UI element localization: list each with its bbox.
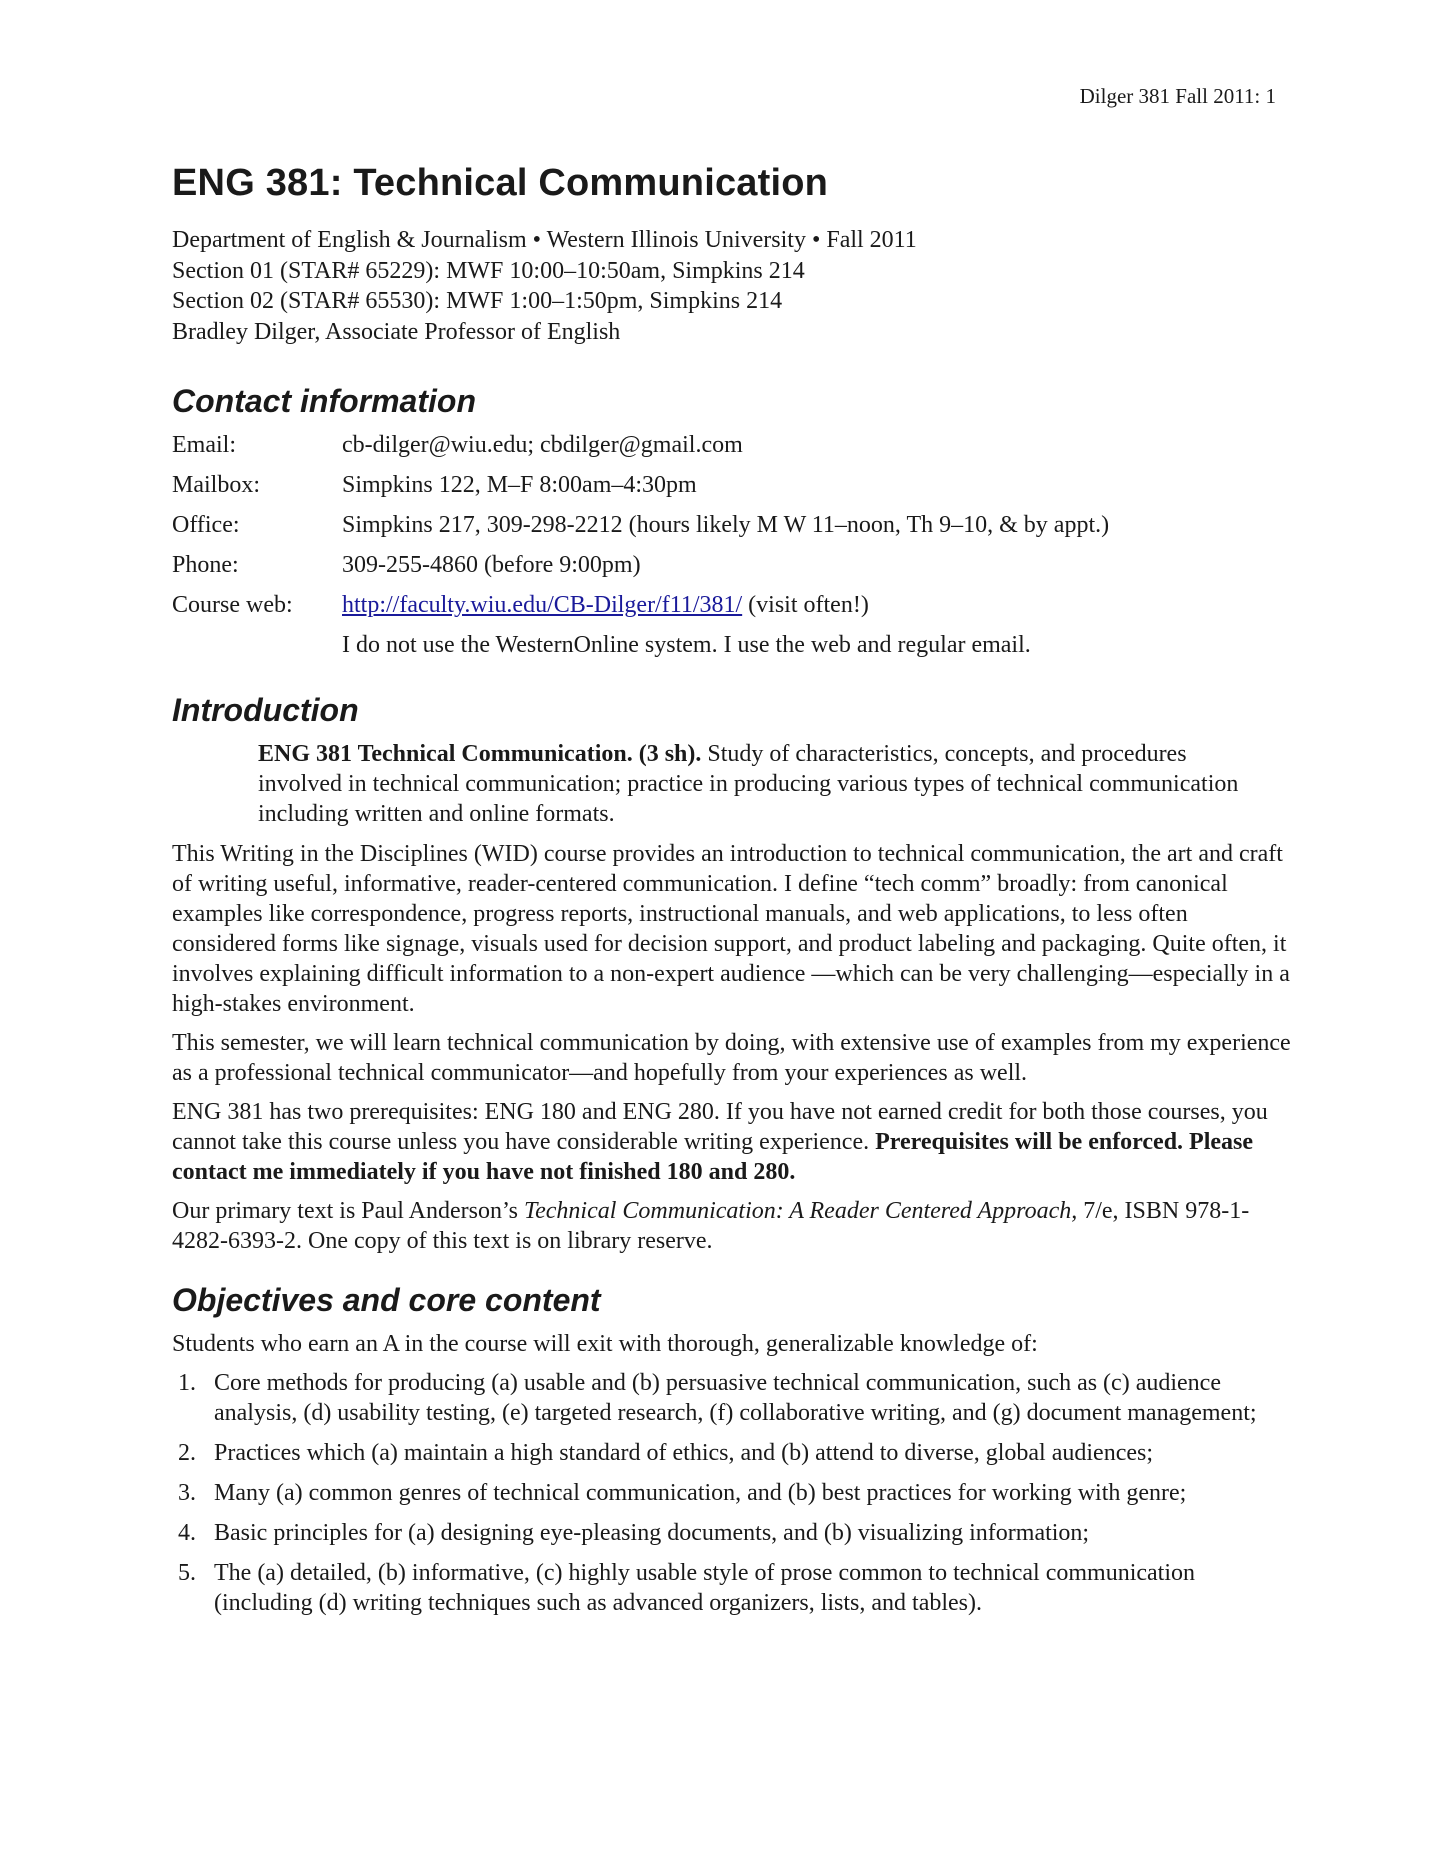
- email-value: cb-dilger@wiu.edu; cbdilger@gmail.com: [342, 432, 743, 458]
- objectives-heading: Objectives and core content: [172, 1282, 601, 1318]
- contact-row-note: [172, 630, 1109, 670]
- objectives-list: [172, 1368, 1294, 1618]
- list-number: 2.: [178, 1440, 196, 1466]
- contact-row-office: [172, 510, 1109, 550]
- list-item: [172, 1438, 1294, 1468]
- web-label: Course web:: [172, 592, 293, 618]
- list-item: [172, 1558, 1294, 1618]
- contact-row-phone: [172, 550, 1109, 590]
- introduction-heading: Introduction: [172, 692, 359, 728]
- course-web-link[interactable]: http://faculty.wiu.edu/CB-Dilger/f11/381/: [342, 592, 743, 618]
- catalog-bold: ENG 381 Technical Communication. (3 sh).: [258, 741, 702, 767]
- contact-heading: Contact information: [172, 383, 476, 419]
- intro-paragraph-1: This Writing in the Disciplines (WID) course provides an introduction to technical communication, the art and craft of writing useful, informative, reader-centered communication. I define “tech comm” broadly: from canonical examples like correspondence, progress reports, instructional manuals, and web applications, to less often considered forms like signage, visuals used for decision support, and product labeling and packaging. Quite often, it involves explaining difficult information to a non-expert audience —which can be very challenging—especially in a high-stakes environment.: [172, 841, 1290, 1017]
- office-label: Office:: [172, 512, 240, 538]
- document-body: [172, 162, 1294, 1628]
- section-01-line: Section 01 (STAR# 65229): MWF 10:00–10:50am, Simpkins 214: [172, 257, 805, 284]
- list-text: Many (a) common genres of technical communication, and (b) best practices for working with genre;: [214, 1480, 1187, 1506]
- list-item: [172, 1478, 1294, 1508]
- list-number: 3.: [178, 1480, 196, 1506]
- office-value: Simpkins 217, 309-298-2212 (hours likely M W 11–noon, Th 9–10, & by appt.): [342, 512, 1110, 538]
- textbook-suffix: 7/e, ISBN 978-1-4282-6393-2. One copy of this text is on library reserve.: [172, 1198, 1250, 1254]
- web-note: I do not use the WesternOnline system. I use the web and regular email.: [342, 632, 1031, 658]
- intro-paragraph-2: This semester, we will learn technical communication by doing, with extensive use of examples from my experience as a professional technical communicator—and hopefully from your experiences as well.: [172, 1030, 1291, 1086]
- list-number: 4.: [178, 1520, 196, 1546]
- list-number: 5.: [178, 1560, 196, 1586]
- phone-label: Phone:: [172, 552, 239, 578]
- page-title: ENG 381: Technical Communication: [172, 162, 829, 204]
- catalog-text: Study of characteristics, concepts, and procedures involved in technical communication; practice in producing various types of technical communication including written and online formats.: [258, 741, 1239, 827]
- prereq-text: ENG 381 has two prerequisites: ENG 180 and ENG 280. If you have not earned credit for both those courses, you cannot take this course unless you have considerable writing experience.: [172, 1099, 1268, 1155]
- contact-table: [172, 430, 1109, 670]
- catalog-description: [258, 739, 1258, 829]
- list-number: 1.: [178, 1370, 196, 1396]
- contact-row-email: [172, 430, 1109, 470]
- mailbox-value: Simpkins 122, M–F 8:00am–4:30pm: [342, 472, 697, 498]
- prereq-warning: Prerequisites will be enforced. Please contact me immediately if you have not finished 180 and 280.: [172, 1129, 1254, 1185]
- phone-value: 309-255-4860 (before 9:00pm): [342, 552, 641, 578]
- list-item: [172, 1368, 1294, 1428]
- email-label: Email:: [172, 432, 236, 458]
- contact-row-mailbox: [172, 470, 1109, 510]
- department-line: Department of English & Journalism • Western Illinois University • Fall 2011: [172, 227, 917, 253]
- mailbox-label: Mailbox:: [172, 472, 260, 498]
- web-suffix: (visit often!): [742, 592, 869, 618]
- intro-paragraph-4: [172, 1196, 1294, 1256]
- intro-paragraph-3: [172, 1097, 1294, 1187]
- section-02-line: Section 02 (STAR# 65530): MWF 1:00–1:50pm, Simpkins 214: [172, 288, 783, 314]
- page-header-note: Dilger 381 Fall 2011: 1: [1079, 84, 1276, 108]
- instructor-line: Bradley Dilger, Associate Professor of English: [172, 318, 621, 345]
- list-text: Practices which (a) maintain a high standard of ethics, and (b) attend to diverse, global audiences;: [214, 1440, 1154, 1466]
- list-text: The (a) detailed, (b) informative, (c) highly usable style of prose common to technical communication (including (d) writing techniques such as advanced organizers, lists, and tables).: [214, 1560, 1196, 1616]
- textbook-prefix: Our primary text is Paul Anderson’s: [172, 1198, 524, 1224]
- list-item: [172, 1518, 1294, 1548]
- course-subheading: [172, 225, 1294, 347]
- web-value: [342, 590, 1109, 630]
- list-text: Basic principles for (a) designing eye-pleasing documents, and (b) visualizing information;: [214, 1520, 1090, 1546]
- list-text: Core methods for producing (a) usable and (b) persuasive technical communication, such as (c) audience analysis, (d) usability testing, (e) targeted research, (f) collaborative writing, and (g) document management;: [214, 1370, 1257, 1426]
- contact-row-web: [172, 590, 1109, 630]
- objectives-intro: Students who earn an A in the course will exit with thorough, generalizable knowledge of:: [172, 1331, 1038, 1357]
- textbook-title: Technical Communication: A Reader Centered Approach,: [523, 1198, 1078, 1224]
